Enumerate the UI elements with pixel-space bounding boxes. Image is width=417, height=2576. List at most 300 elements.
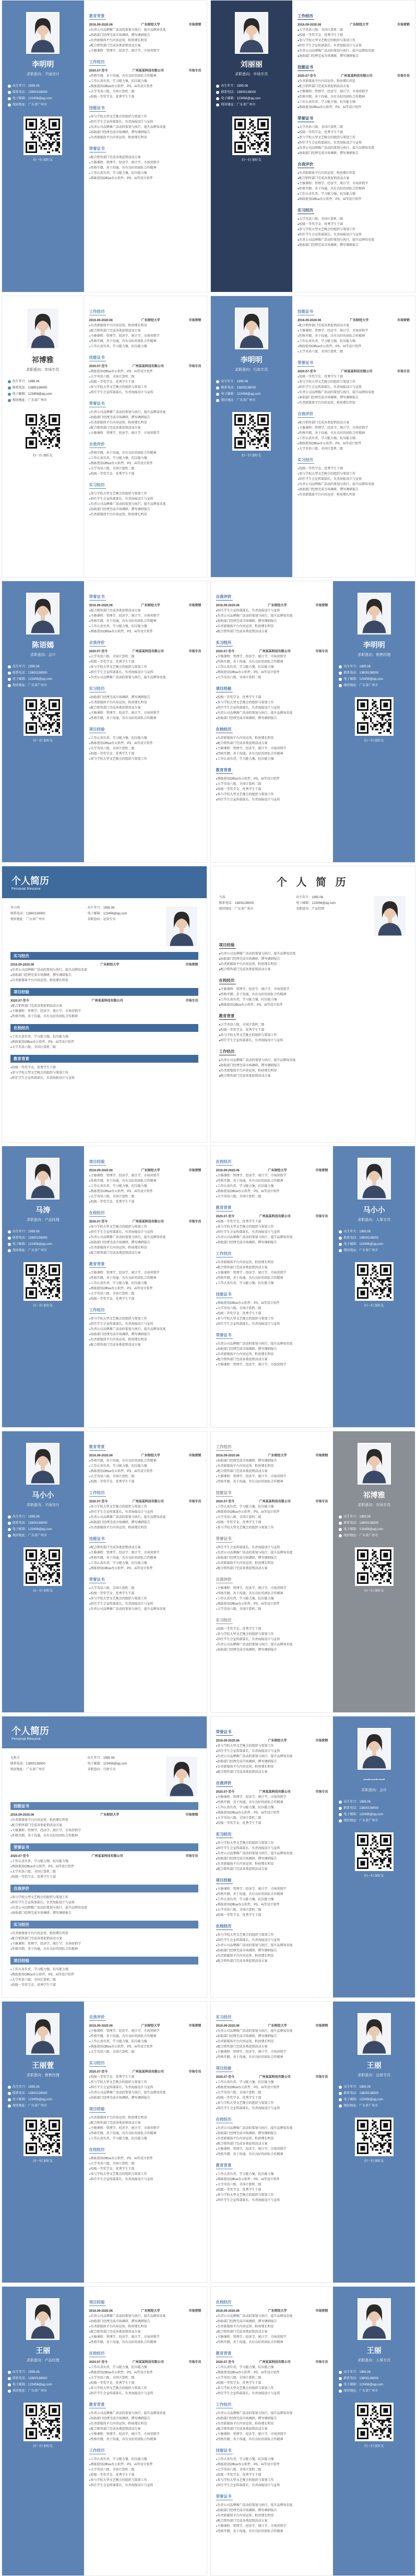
resume-card <box>210 866 416 1143</box>
section-heading: 技能证书 <box>216 1291 233 1298</box>
photo-avatar <box>26 12 59 54</box>
text-line: ● 参与学校大型文艺晚会的组织与策划工作 <box>216 2101 328 2106</box>
resume-section <box>297 303 410 355</box>
resume-card <box>2 1146 207 1428</box>
resume-section <box>216 1872 328 1918</box>
text-line: ● 校级一等奖学金、优秀学生干部 <box>216 2381 328 2386</box>
bullet-dot-icon <box>8 2086 11 2089</box>
text-line: ● 参与学校大型文艺晚会的组织与策划工作 <box>216 1632 328 1637</box>
text-line: ● 主修课程：管理学、经济学、统计学、市场营销学 <box>10 1009 198 1014</box>
section-heading: 教育背景 <box>219 1013 236 1020</box>
resume-section <box>89 477 201 517</box>
text-line: ● 负责新媒体平台内容运营，粉丝增长明显 <box>89 700 201 705</box>
qr-caption: 扫一扫 加好友 <box>32 454 53 457</box>
text-line: ● 参与学校大型文艺晚会的组织与策划工作 <box>219 1033 407 1038</box>
qr-caption: 扫一扫 加好友 <box>33 1304 53 1308</box>
text-line: ● 校级一等奖学金、优秀学生干部 <box>216 787 328 792</box>
text-line: ● 熟练使用Office办公软件，PS、AI等设计软件 <box>89 2156 201 2161</box>
bullet-dot-icon <box>339 1819 342 1822</box>
section-heading: 荣誉证书 <box>89 594 106 601</box>
resume-card <box>2 1431 207 1713</box>
info-text: 联系电话：13800138000 <box>12 1237 47 1240</box>
section-heading: 项目经验 <box>216 2065 233 2072</box>
text-line: ● 主修课程：管理学、经济学、统计学、市场营销学 <box>216 1173 328 1179</box>
info-text: 出生年月：1995.06 <box>343 2371 371 2374</box>
entry-role: 市场专员 <box>397 75 410 78</box>
female-photo-icon <box>27 594 58 633</box>
entry-role: 市场专员 <box>188 650 201 653</box>
text-line: ● 工作认真负责，学习能力强，抗压能力强 <box>89 736 201 741</box>
text-line: ● 熟练使用Office办公软件，PS、AI等设计软件 <box>89 2370 201 2375</box>
photo-avatar <box>358 2298 391 2340</box>
qr-caption: 扫一扫 加好友 <box>33 159 53 162</box>
text-line: ● 配合销售部门完成各类促销活动方案 <box>89 426 201 431</box>
entry-role: 市场专员 <box>185 999 198 1003</box>
text-line: ● 工作认真负责，学习能力强，抗压能力强 <box>89 1184 201 1189</box>
resume-row <box>0 2001 417 2283</box>
text-line: ● 配合销售部门完成各类促销活动方案 <box>216 1357 328 1362</box>
text-line: ● 校级一等奖学金、优秀学生干部 <box>89 2381 201 2386</box>
bullet-dot-icon <box>8 665 11 668</box>
entry-header <box>216 649 328 654</box>
text-line: ● 大学英语六级、全国计算机二级 <box>89 1474 201 1479</box>
text-line: ● 主修课程：管理学、经济学、统计学、市场营销学 <box>89 431 201 436</box>
female-photo-icon <box>27 2299 58 2339</box>
section-heading: 项目经验 <box>216 1877 233 1884</box>
text-line: ● 负责公司品牌推广活动的策划与执行，提升品牌知名度 <box>297 390 410 395</box>
entry-org: 广州某某科技有限公司 <box>91 1855 123 1858</box>
text-line: ● 配合销售部门完成各类促销活动方案 <box>216 1867 328 1872</box>
text-line: ● 工作认真负责，学习能力强，抗压能力强 <box>216 2365 328 2370</box>
text-line: ● 参与学校大型文艺晚会的组织与策划工作 <box>216 1744 328 1749</box>
text-line: ● 大学英语六级、全国计算机二级 <box>216 2090 328 2096</box>
bullet-dot-icon <box>8 1515 11 1519</box>
text-line: ● 负责公司品牌推广活动的策划与执行，提升品牌知名度 <box>89 28 201 33</box>
name-text: 刘丽丽 <box>240 60 263 68</box>
resume-main <box>84 581 207 862</box>
text-line: ● 大学英语六级、全国计算机二级 <box>216 2375 328 2381</box>
entry-period: 2016.09-2020.06 <box>89 319 113 322</box>
section-heading: 荣誉证书 <box>89 1577 106 1583</box>
entry-header <box>89 2069 201 2075</box>
resume-section <box>216 2157 328 2203</box>
text-line: ● 配合销售部门完成各类促销活动方案 <box>216 629 328 634</box>
resume-title: 个 人 简 历 <box>276 877 349 888</box>
bullet-dot-icon <box>339 1515 342 1519</box>
resume-layout <box>211 1 415 292</box>
resume-section <box>89 1154 201 1205</box>
resume-row <box>0 296 417 578</box>
photo-avatar <box>358 1728 391 1770</box>
entry-org: 广州某某科技有限公司 <box>341 75 373 78</box>
entry-period: 2016.09-2020.06 <box>89 1169 113 1172</box>
info-row <box>8 89 78 96</box>
text-line: ● 熟练使用Office办公软件，PS、AI等设计软件 <box>89 741 201 746</box>
female-photo-icon <box>374 896 406 936</box>
info-text: 现居地址：广东省广州市 <box>343 1534 378 1537</box>
section-heading: 荣誉证书 <box>89 401 106 407</box>
resume-main <box>84 1146 207 1427</box>
text-line: ● 性格开朗，善于沟通，具有良好的团队合作精神 <box>216 1479 328 1485</box>
info-intent: 求职意向：产品经理 <box>296 908 325 911</box>
text-line: ● 参与学校大型文艺晚会的组织与策划工作 <box>89 1596 201 1602</box>
resume-section <box>297 406 410 452</box>
contact-info <box>8 83 78 108</box>
text-line: ● 参与学校大型文艺晚会的组织与策划工作 <box>89 2080 201 2085</box>
bullet-dot-icon <box>8 91 11 94</box>
entry-role: 市场营销 <box>188 2025 201 2028</box>
text-line: ● 校级一等奖学金、优秀学生干部 <box>10 1983 198 1988</box>
text-line: ● 配合销售部门完成各类促销活动方案 <box>10 1936 198 1942</box>
info-row <box>339 2388 409 2394</box>
text-line: ● 熟练使用Office办公软件，PS、AI等设计软件 <box>216 2462 328 2467</box>
text-line: ● 性格开朗，善于沟通，具有良好的团队合作精神 <box>216 1276 328 1281</box>
text-line: ● 参与学校大型文艺晚会的组织与策划工作 <box>297 380 410 385</box>
qr-caption: 扫一扫 加好友 <box>364 2160 384 2163</box>
qr-code-icon <box>234 119 269 153</box>
text-line: ● 性格开朗，善于沟通，具有良好的团队合作精神 <box>89 2437 201 2442</box>
section-heading: 技能证书 <box>89 105 106 112</box>
intent-text: 求职意向：人事专员 <box>358 2359 391 2362</box>
qr-code-icon <box>26 119 60 153</box>
qr-code-icon <box>26 414 60 449</box>
entry-org: 广州某某科技有限公司 <box>132 2071 164 2074</box>
intent-text: 求职意向：会计 <box>361 1789 387 1792</box>
text-line: ● 校级一等奖学金、优秀学生干部 <box>216 695 328 700</box>
qr-code-icon <box>357 1549 391 1584</box>
qr-code <box>23 2403 62 2441</box>
entry-period: 2020.07-至今 <box>89 365 108 368</box>
text-line: ● 工作认真负责，学习能力强，抗压能力强 <box>89 1464 201 1469</box>
text-line: ● 校级一等奖学金、优秀学生干部 <box>10 1065 198 1071</box>
info-grid <box>10 905 161 923</box>
contact-info <box>339 1229 409 1254</box>
resume-title: 个人简历 <box>11 876 49 886</box>
entry-header <box>10 998 198 1004</box>
text-line: ● 大学英语六级、全国计算机二级 <box>89 466 201 472</box>
entry-period: 2016.09-2020.06 <box>89 2025 113 2028</box>
info-row <box>8 2369 78 2375</box>
text-line: ● 熟练使用Office办公软件，PS、AI等设计软件 <box>297 344 410 349</box>
text-line: ● 负责新媒体平台内容运营，粉丝增长明显 <box>216 2324 328 2330</box>
text-line: ● 校级一等奖学金、优秀学生干部 <box>216 2096 328 2101</box>
resume-layout <box>211 581 415 862</box>
info-row <box>339 2103 409 2109</box>
contact-info <box>8 379 78 404</box>
text-line: ● 担任学生会宣传部部长，负责海报设计与宣传 <box>89 1322 201 1327</box>
info-row <box>216 89 287 96</box>
section-heading: 在校经历 <box>89 2147 106 2154</box>
contact-info <box>216 83 287 108</box>
bullet-dot-icon <box>339 1528 342 1531</box>
text-line: ● 熟练使用Office办公软件，PS、AI等设计软件 <box>89 369 201 374</box>
section-heading: 在校经历 <box>216 2116 233 2123</box>
female-photo-icon <box>359 594 390 633</box>
text-line: ● 主修课程：管理学、经济学、统计学、市场营销学 <box>216 1586 328 1591</box>
entry-header <box>89 364 201 369</box>
section-heading: 在校经历 <box>216 1923 233 1930</box>
text-line: ● 工作认真负责，学习能力强，抗压能力强 <box>89 2365 201 2370</box>
entry-period: 2020.07-至今 <box>216 2361 235 2364</box>
text-line: ● 担任学生会宣传部部长，负责海报设计与宣传 <box>216 1322 328 1327</box>
text-line: ● 负责公司品牌推广活动的策划与执行，提升品牌知名度 <box>10 1905 198 1911</box>
bullet-dot-icon <box>8 1522 11 1525</box>
text-line: ● 担任学生会宣传部部长，负责海报设计与宣传 <box>297 140 410 146</box>
qr-code-icon <box>26 2120 60 2154</box>
entry-org: 广州某某科技有限公司 <box>341 370 373 373</box>
resume-section <box>216 1485 328 1531</box>
text-line: ● 主修课程：管理学、经济学、统计学、市场营销学 <box>89 2029 201 2034</box>
text-line: ● 性格开朗，善于沟通，具有良好的团队合作精神 <box>216 2529 328 2534</box>
qr-caption: 扫一扫 加好友 <box>364 1590 384 1593</box>
info-row <box>339 2369 409 2375</box>
text-line: ● 协助部门经理完成市场调研，撰写调研报告 <box>89 695 201 700</box>
bullet-dot-icon <box>339 1801 342 1804</box>
text-line: ● 负责公司品牌推广活动的策划与执行，提升品牌知名度 <box>219 951 407 957</box>
section-heading: 教育背景 <box>216 1205 233 1211</box>
text-line: ● 协助部门经理完成市场调研，撰写调研报告 <box>89 130 201 135</box>
resume-body <box>2 898 207 1088</box>
info-row <box>8 1533 78 1539</box>
text-line: ● 主修课程：管理学、经济学、统计学、市场营销学 <box>297 426 410 431</box>
text-line: ● 担任学生会宣传部部长，负责海报设计与宣传 <box>89 1230 201 1235</box>
resume-sidebar <box>333 1431 415 1712</box>
text-line: ● 校级一等奖学金、优秀学生干部 <box>216 2187 328 2193</box>
text-line: ● 配合销售部门完成各类促销活动方案 <box>219 967 407 972</box>
text-line: ● 负责新媒体平台内容运营，粉丝增长明显 <box>216 1464 328 1469</box>
resume-row <box>0 2286 417 2576</box>
text-line: ● 主修课程：管理学、经济学、统计学、市场营销学 <box>89 2126 201 2131</box>
text-line: ● 担任学生会宣传部部长，负责海报设计与宣传 <box>89 2085 201 2090</box>
text-line: ● 熟练使用Office办公软件，PS、AI等设计软件 <box>216 1602 328 1607</box>
text-line: ● 熟练使用Office办公软件，PS、AI等设计软件 <box>89 1469 201 1474</box>
text-line: ● 配合销售部门完成各类促销活动方案 <box>89 328 201 334</box>
entry-header <box>10 962 198 968</box>
text-line: ● 主修课程：管理学、经济学、统计学、市场营销学 <box>89 49 201 54</box>
info-text: 联系电话：13800138000 <box>221 386 256 390</box>
resume-section <box>89 2294 201 2345</box>
section-heading: 教育背景 <box>89 1261 106 1268</box>
text-line: ● 大学英语六级、全国计算机二级 <box>89 374 201 380</box>
qr-code <box>355 1832 394 1871</box>
info-text: 电子邮箱：123456@qq.com <box>296 902 336 905</box>
bullet-dot-icon <box>8 672 11 675</box>
text-line: ● 担任学生会宣传部部长，负责海报设计与宣传 <box>216 1846 328 1851</box>
text-line: ● 熟练使用Office办公软件，PS、AI等设计软件 <box>89 84 201 89</box>
text-line: ● 配合销售部门完成各类促销活动方案 <box>297 84 410 89</box>
bullet-dot-icon <box>8 399 11 402</box>
info-text: 出生年月：1995.06 <box>343 1230 371 1233</box>
text-line: ● 性格开朗，善于沟通，具有良好的团队合作精神 <box>89 1276 201 1281</box>
entry-role: 市场营销 <box>188 319 201 322</box>
text-line: ● 校级一等奖学金、优秀学生干部 <box>216 1913 328 1918</box>
text-line: ● 参与学校大型文艺晚会的组织与策划工作 <box>89 665 201 670</box>
text-line: ● 熟练使用Office办公软件，PS、AI等设计软件 <box>297 105 410 110</box>
section-heading: 实习经历 <box>10 1921 198 1928</box>
resume-section <box>216 1918 328 1964</box>
qr-code <box>232 116 271 155</box>
resume-main <box>211 2002 333 2283</box>
text-line: ● 担任学生会宣传部部长，负责海报设计与宣传 <box>216 1749 328 1754</box>
text-line: ● 熟练使用Office办公软件，PS、AI等设计软件 <box>89 2462 201 2467</box>
text-line: ● 参与学校大型文艺晚会的组织与策划工作 <box>297 38 410 43</box>
text-line: ● 熟练使用Office办公软件，PS、AI等设计软件 <box>216 2177 328 2182</box>
text-line: ● 负责新媒体平台内容运营，粉丝增长明显 <box>10 1818 198 1823</box>
info-row <box>339 2382 409 2388</box>
info-row <box>8 683 78 689</box>
text-line: ● 工作认真负责，学习能力强，抗压能力强 <box>10 1967 198 1972</box>
text-line: ● 协助部门经理完成市场调研，撰写调研报告 <box>216 2508 328 2513</box>
text-line: ● 熟练使用Office办公软件，PS、AI等设计软件 <box>89 461 201 466</box>
text-line: ● 工作认真负责，学习能力强，抗压能力强 <box>219 997 407 1003</box>
info-text: 联系电话：13800138000 <box>343 2092 379 2095</box>
qr-code-icon <box>357 2120 391 2154</box>
text-line: ● 参与学校大型文艺晚会的组织与策划工作 <box>89 1504 201 1510</box>
text-line: ● 负责新媒体平台内容运营，粉丝增长明显 <box>297 79 410 84</box>
info-text: 出生年月：1995.06 <box>296 896 323 899</box>
resume-section <box>89 303 201 349</box>
info-text: 电子邮箱：123456@qq.com <box>343 1528 384 1531</box>
photo-avatar <box>26 1443 59 1485</box>
text-line: ● 参与学校大型文艺晚会的组织与策划工作 <box>297 472 410 477</box>
info-grid <box>219 895 370 912</box>
entry-header <box>10 1813 198 1818</box>
info-row <box>216 379 287 385</box>
bullet-dot-icon <box>339 2390 342 2393</box>
entry-header <box>89 1453 201 1458</box>
text-line: ● 担任学生会宣传部部长，负责海报设计与宣传 <box>89 2483 201 2488</box>
info-text: 联系电话：13800138000 <box>12 2092 47 2095</box>
info-text: 出生年月：1995.06 <box>12 2086 40 2089</box>
text-line: ● 负责公司品牌推广活动的策划与执行，提升品牌知名度 <box>89 1235 201 1240</box>
text-line: ● 大学英语六级、全国计算机二级 <box>216 1816 328 1821</box>
text-line: ● 大学英语六级、全国计算机二级 <box>297 125 410 130</box>
text-line: ● 配合销售部门完成各类促销活动方案 <box>10 1823 198 1828</box>
info-text: 出生年月：1995.06 <box>221 380 248 383</box>
section-heading: 工作经历 <box>89 1490 106 1497</box>
info-text: 现居地址：广东省广州市 <box>12 1534 47 1537</box>
info-text: 联系电话：13800138000 <box>12 2377 47 2380</box>
entry-org: 广州某某科技有限公司 <box>259 650 291 653</box>
qr-code-icon <box>234 414 269 449</box>
info-text: 联系电话：13800138000 <box>343 2377 379 2380</box>
info-text: 联系电话：13800138000 <box>10 912 45 915</box>
text-line: ● 主修课程：管理学、经济学、统计学、市场营销学 <box>89 2432 201 2437</box>
entry-header <box>216 1499 328 1504</box>
text-line: ● 主修课程：管理学、经济学、统计学、市场营销学 <box>216 1474 328 1479</box>
bullet-dot-icon <box>339 1243 342 1246</box>
text-line: ● 配合销售部门完成各类促销活动方案 <box>216 1265 328 1271</box>
text-line: ● 负责新媒体平台内容运营，粉丝增长明显 <box>89 420 201 426</box>
bullet-dot-icon <box>8 2098 11 2101</box>
bullet-dot-icon <box>8 393 11 396</box>
text-line: ● 大学英语六级、全国计算机二级 <box>216 1515 328 1520</box>
entry-period: 2020.07-至今 <box>216 1500 235 1503</box>
info-row <box>339 1229 409 1235</box>
entry-header <box>216 1790 328 1795</box>
text-line: ● 校级一等奖学金、优秀学生干部 <box>89 95 201 100</box>
text-line: ● 负责新媒体平台内容运营，粉丝增长明显 <box>216 2039 328 2044</box>
section-heading: 工作经历 <box>89 59 106 66</box>
info-text: 出生年月：1995.06 <box>343 665 371 668</box>
entry-header <box>297 318 410 323</box>
text-line: ● 负责公司品牌推广活动的策划与执行，提升品牌知名度 <box>216 2314 328 2319</box>
text-line: ● 校级一等奖学金、优秀学生干部 <box>89 472 201 477</box>
qr-caption: 扫一扫 加好友 <box>364 739 384 743</box>
entry-role: 市场专员 <box>188 69 201 73</box>
text-line: ● 配合销售部门完成各类促销活动方案 <box>89 1545 201 1550</box>
text-line: ● 协助部门经理完成市场调研，撰写调研报告 <box>216 1240 328 1245</box>
resume-main <box>84 2002 207 2283</box>
text-line: ● 性格开朗，善于沟通，具有良好的团队合作精神 <box>10 1014 198 1019</box>
entry-role: 市场营销 <box>188 23 201 27</box>
text-line: ● 大学英语六级、全国计算机二级 <box>89 89 201 95</box>
text-line: ● 负责公司品牌推广活动的策划与执行，提升品牌知名度 <box>216 2029 328 2034</box>
qr-caption: 扫一扫 加好友 <box>33 2445 53 2448</box>
info-text: 现居地址：广东省广州市 <box>221 399 256 402</box>
text-line: ● 参与学校大型文艺晚会的组织与策划工作 <box>216 2478 328 2483</box>
text-line: ● 担任学生会宣传部部长，负责海报设计与宣传 <box>297 477 410 482</box>
resume-body <box>2 1748 207 1995</box>
text-line: ● 性格开朗，善于沟通，具有良好的团队合作精神 <box>10 1833 198 1839</box>
photo-avatar <box>235 12 268 54</box>
text-line: ● 担任学生会宣传部部长，负责海报设计与宣传 <box>89 670 201 675</box>
resume-section <box>89 2442 201 2488</box>
text-line: ● 主修课程：管理学、经济学、统计学、市场营销学 <box>216 1271 328 1276</box>
text-line: ● 性格开朗，善于沟通，具有良好的团队合作精神 <box>89 1458 201 1464</box>
text-line: ● 主修课程：管理学、经济学、统计学、市场营销学 <box>10 1942 198 1947</box>
info-text: 电子邮箱：123456@qq.com <box>343 2098 384 2101</box>
info-text: 联系电话：13800138000 <box>12 386 47 390</box>
info-row <box>339 1514 409 1520</box>
text-line: ● 负责新媒体平台内容运营，粉丝增长明显 <box>89 2115 201 2121</box>
text-line: ● 校级一等奖学金、优秀学生干部 <box>297 130 410 135</box>
text-line: ● 负责公司品牌推广活动的策划与执行，提升品牌知名度 <box>216 1235 328 1240</box>
photo-avatar <box>358 1443 391 1485</box>
text-line: ● 性格开朗，善于沟通，具有良好的团队合作精神 <box>216 1179 328 1184</box>
text-line: ● 协助部门经理完成市场调研，撰写调研报告 <box>219 1063 407 1068</box>
info-row <box>8 1248 78 1254</box>
resume-section <box>89 2396 201 2442</box>
resume-row <box>0 581 417 863</box>
entry-role: 市场专员 <box>188 1220 201 1224</box>
text-line: ● 性格开朗，善于沟通，具有良好的团队合作精神 <box>297 186 410 192</box>
resume-section <box>216 762 328 803</box>
info-row <box>8 397 78 404</box>
text-line: ● 担任学生会宣传部部长，负责海报设计与宣传 <box>89 1510 201 1515</box>
info-text: 出生年月：1995.06 <box>12 1515 40 1519</box>
text-line: ● 协助部门经理完成市场调研，撰写调研报告 <box>89 507 201 512</box>
entry-role: 市场营销 <box>188 604 201 607</box>
intent-text: 求职意向：销售经理 <box>358 653 391 657</box>
section-heading: 在校经历 <box>216 1159 233 1166</box>
section-heading: 在校经历 <box>216 2299 233 2306</box>
entry-org: 广州某某科技有限公司 <box>259 1500 291 1503</box>
info-row <box>8 1520 78 1526</box>
text-line: ● 性格开朗，善于沟通，具有良好的团队合作精神 <box>297 431 410 436</box>
text-line: ● 大学英语六级、全国计算机二级 <box>10 1869 198 1875</box>
info-row <box>8 1526 78 1533</box>
entry-role: 市场专员 <box>185 1855 198 1858</box>
info-row <box>339 683 409 689</box>
text-line: ● 主修课程：管理学、经济学、统计学、市场营销学 <box>89 160 201 166</box>
info-text: 联系电话：13800138000 <box>12 672 47 675</box>
text-line: ● 性格开朗，善于沟通，具有良好的团队合作精神 <box>10 1947 198 1952</box>
text-line: ● 担任学生会宣传部部长，负责海报设计与宣传 <box>89 2177 201 2182</box>
resume-card <box>2 581 207 863</box>
info-row <box>8 2084 78 2090</box>
text-line: ● 配合销售部门完成各类促销活动方案 <box>89 155 201 160</box>
